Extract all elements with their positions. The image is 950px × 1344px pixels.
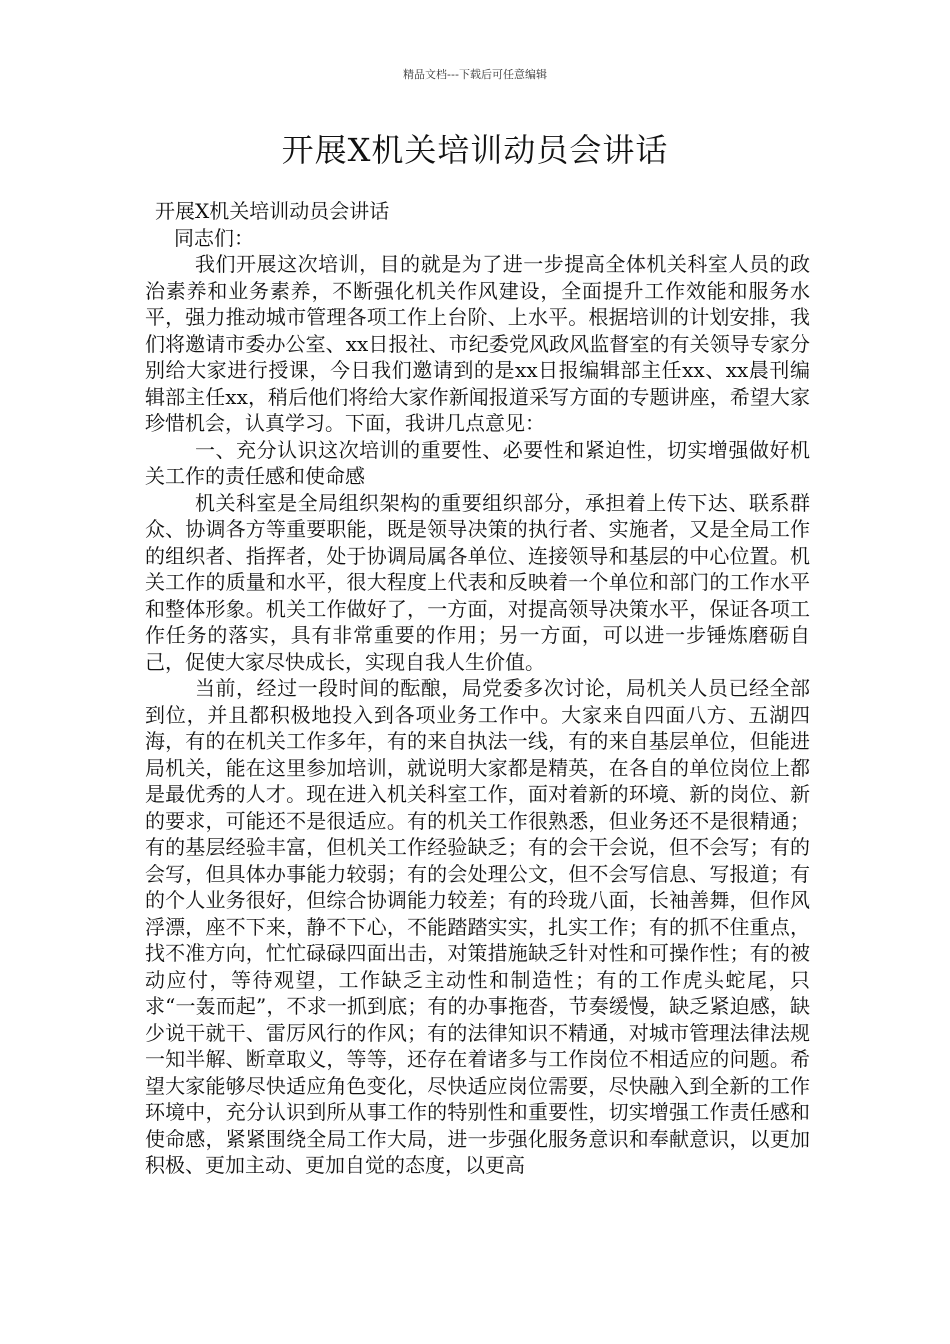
section-heading-1: 一、充分认识这次培训的重要性、必要性和紧迫性，切实增强做好机关工作的责任感和使命感 xyxy=(145,437,810,488)
salutation: 同志们： xyxy=(174,225,254,250)
document-body xyxy=(145,198,810,1179)
document-subtitle: 开展X机关培训动员会讲话 xyxy=(155,199,390,223)
paragraph-role-of-offices: 机关科室是全局组织架构的重要组织部分，承担着上传下达、联系群众、协调各方等重要职能，既是领导决策的执行者、实施者，又是全局工作的组织者、指挥者，处于协调局属各单位、连接领导和基层的中心位置。机关工作的质量和水平，很大程度上代表和反映着一个单位和部门的工作水平和整体形象。机关工作做好了，一方面，对提高领导决策水平，保证各项工作任务的落实，具有非常重要的作用；另一方面，可以进一步锤炼磨砺自己，促使大家尽快成长，实现自我人生价值。 xyxy=(145,490,810,674)
document-title: 开展X机关培训动员会讲话 xyxy=(281,131,669,169)
paragraph-intro: 我们开展这次培训，目的就是为了进一步提高全体机关科室人员的政治素养和业务素养，不断强化机关作风建设，全面提升工作效能和服务水平，强力推动城市管理各项工作上台阶、上水平。根据培训的计划安排，我们将邀请市委办公室、xx日报社、市纪委党风政风监督室的有关领导专家分别给大家进行授课，今日我们邀请到的是xx日报编辑部主任xx、xx晨刊编辑部主任xx，稍后他们将给大家作新闻报道采写方面的专题讲座，希望大家珍惜机会，认真学习。下面，我讲几点意见： xyxy=(145,252,810,435)
paragraph-current-situation: 当前，经过一段时间的酝酿，局党委多次讨论，局机关人员已经全部到位，并且都积极地投入到各项业务工作中。大家来自四面八方、五湖四海，有的在机关工作多年，有的来自执法一线，有的来自基层单位，但能进局机关，能在这里参加培训，就说明大家都是精英，在各自的单位岗位上都是最优秀的人才。现在进入机关科室工作，面对着新的环境、新的岗位、新的要求，可能还不是很适应。有的机关工作很熟悉，但业务还不是很精通；有的基层经验丰富，但机关工作经验缺乏；有的会干会说，但不会写；有的会写，但具体办事能力较弱；有的会处理公文，但不会写信息、写报道；有的个人业务很好，但综合协调能力较差；有的玲珑八面，长袖善舞，但作风浮漂，座不下来，静不下心，不能踏踏实实，扎实工作；有的抓不住重点，找不准方向，忙忙碌碌四面出击，对策措施缺乏针对性和可操作性；有的被动应付，等待观望，工作缺乏主动性和制造性；有的工作虎头蛇尾，只求“一轰而起”，不求一抓到底；有的办事拖沓，节奏缓慢，缺乏紧迫感，缺少说干就干、雷厉风行的作风；有的法律知识不精通，对城市管理法律法规一知半解、断章取义，等等，还存在着诸多与工作岗位不相适应的问题。希望大家能够尽快适应角色变化，尽快适应岗位需要，尽快融入到全新的工作环境中，充分认识到所从事工作的特别性和重要性，切实增强工作责任感和使命感，紧紧围绕全局工作大局，进一步强化服务意识和奉献意识，以更加积极、更加主动、更加自觉的态度，以更高 xyxy=(145,676,810,1177)
page-header-note: 精品文档---下载后可任意编辑 xyxy=(403,68,547,81)
